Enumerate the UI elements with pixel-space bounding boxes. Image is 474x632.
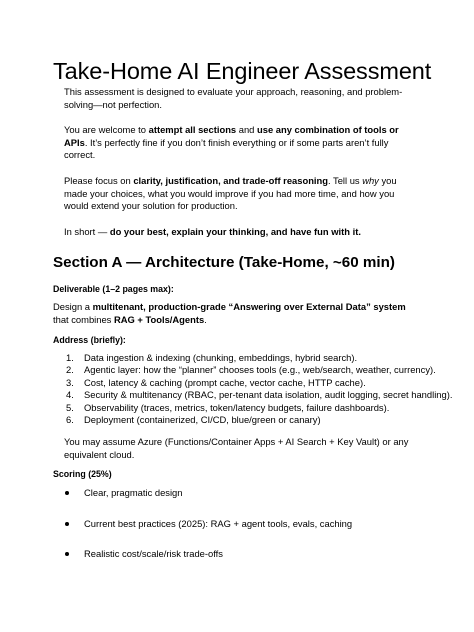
- intro-section: [64, 86, 414, 251]
- intro-paragraph-2: [64, 124, 414, 162]
- assume-text: You may assume Azure (Functions/Container Apps + AI Search + Key Vault) or any equivalent cloud.: [64, 436, 409, 460]
- address-list-item: [53, 352, 452, 364]
- bullet-icon: [65, 491, 69, 495]
- intro-text: Please focus on: [64, 174, 134, 186]
- intro-emphasis: use any combination of tools or APIs: [64, 124, 399, 148]
- section-a-heading: Section A — Architecture (Take-Home, ~60 min): [53, 254, 395, 271]
- intro-paragraph-4: [64, 226, 414, 239]
- list-item-text: Current best practices (2025): RAG + agent tools, evals, caching: [84, 517, 353, 529]
- intro-text: . Tell us: [327, 174, 363, 186]
- intro-text: You are welcome to: [64, 124, 149, 136]
- scoring-list-item: [53, 548, 352, 561]
- list-item-text: Security & multitenancy (RBAC, per-tenant data isolation, audit logging, secret handling).: [84, 389, 453, 401]
- address-list-item: [53, 414, 452, 426]
- intro-paragraph-1: [64, 86, 414, 111]
- intro-text: . It’s perfectly fine if you don’t finish everything or if some parts aren’t fully correct.: [64, 136, 389, 161]
- intro-paragraph-3: [64, 175, 414, 213]
- bullet-icon: [65, 552, 69, 556]
- design-emphasis: multitenant, production-grade “Answering over External Data” system: [92, 301, 406, 312]
- design-emphasis: RAG + Tools/Agents: [113, 313, 205, 325]
- address-list: [53, 352, 452, 426]
- address-label-block: [53, 334, 126, 347]
- list-item-text: Cost, latency & caching (prompt cache, vector cache, HTTP cache).: [84, 376, 366, 388]
- assume-paragraph: [64, 436, 409, 461]
- list-number: 5.: [66, 401, 74, 413]
- list-item-text: Deployment (containerized, CI/CD, blue/green or canary): [84, 414, 321, 426]
- deliverable-label-block: [53, 283, 174, 296]
- list-number: 1.: [66, 352, 74, 363]
- scoring-list-item: [53, 487, 352, 500]
- intro-emphasis: clarity, justification, and trade-off reasoning: [133, 174, 328, 186]
- scoring-label-block: [53, 468, 112, 481]
- scoring-list-item: [53, 518, 352, 531]
- document-title: Take-Home AI Engineer Assessment: [53, 58, 432, 84]
- intro-text: This assessment is designed to evaluate your approach, reasoning, and problem-solving—not perfection.: [64, 86, 403, 110]
- list-number: 6.: [66, 414, 74, 426]
- design-paragraph: [53, 301, 413, 326]
- list-number: 3.: [66, 376, 74, 388]
- address-list-item: [53, 364, 452, 376]
- intro-italic: why: [362, 174, 379, 186]
- list-item-text: Data ingestion & indexing (chunking, embeddings, hybrid search).: [84, 352, 358, 363]
- design-text: .: [204, 313, 207, 325]
- intro-emphasis: attempt all sections: [148, 124, 237, 136]
- address-list-item: [53, 389, 452, 401]
- list-item-text: Observability (traces, metrics, token/latency budgets, failure dashboards).: [84, 401, 390, 413]
- intro-emphasis: do your best, explain your thinking, and have fun with it.: [109, 225, 361, 237]
- list-item-text: Realistic cost/scale/risk trade-offs: [84, 548, 223, 560]
- scoring-label: Scoring (25%): [53, 469, 112, 479]
- bullet-icon: [65, 522, 69, 526]
- intro-text: and: [236, 124, 257, 136]
- intro-text: In short —: [64, 225, 110, 237]
- design-text: Design a: [53, 301, 93, 312]
- list-item-text: Clear, pragmatic design: [84, 487, 183, 498]
- deliverable-label: Deliverable (1–2 pages max):: [53, 284, 174, 294]
- list-number: 4.: [66, 389, 74, 401]
- list-item-text: Agentic layer: how the “planner” chooses tools (e.g., web/search, weather, currency).: [84, 364, 436, 376]
- address-label: Address (briefly):: [53, 335, 126, 345]
- address-list-item: [53, 377, 452, 389]
- list-number: 2.: [66, 364, 74, 376]
- intro-text: you made your choices, what you would improve if you had more time, and how you would extend your solution for production.: [64, 174, 397, 212]
- scoring-list: [53, 487, 352, 561]
- address-list-item: [53, 402, 452, 414]
- design-text: that combines: [53, 313, 114, 325]
